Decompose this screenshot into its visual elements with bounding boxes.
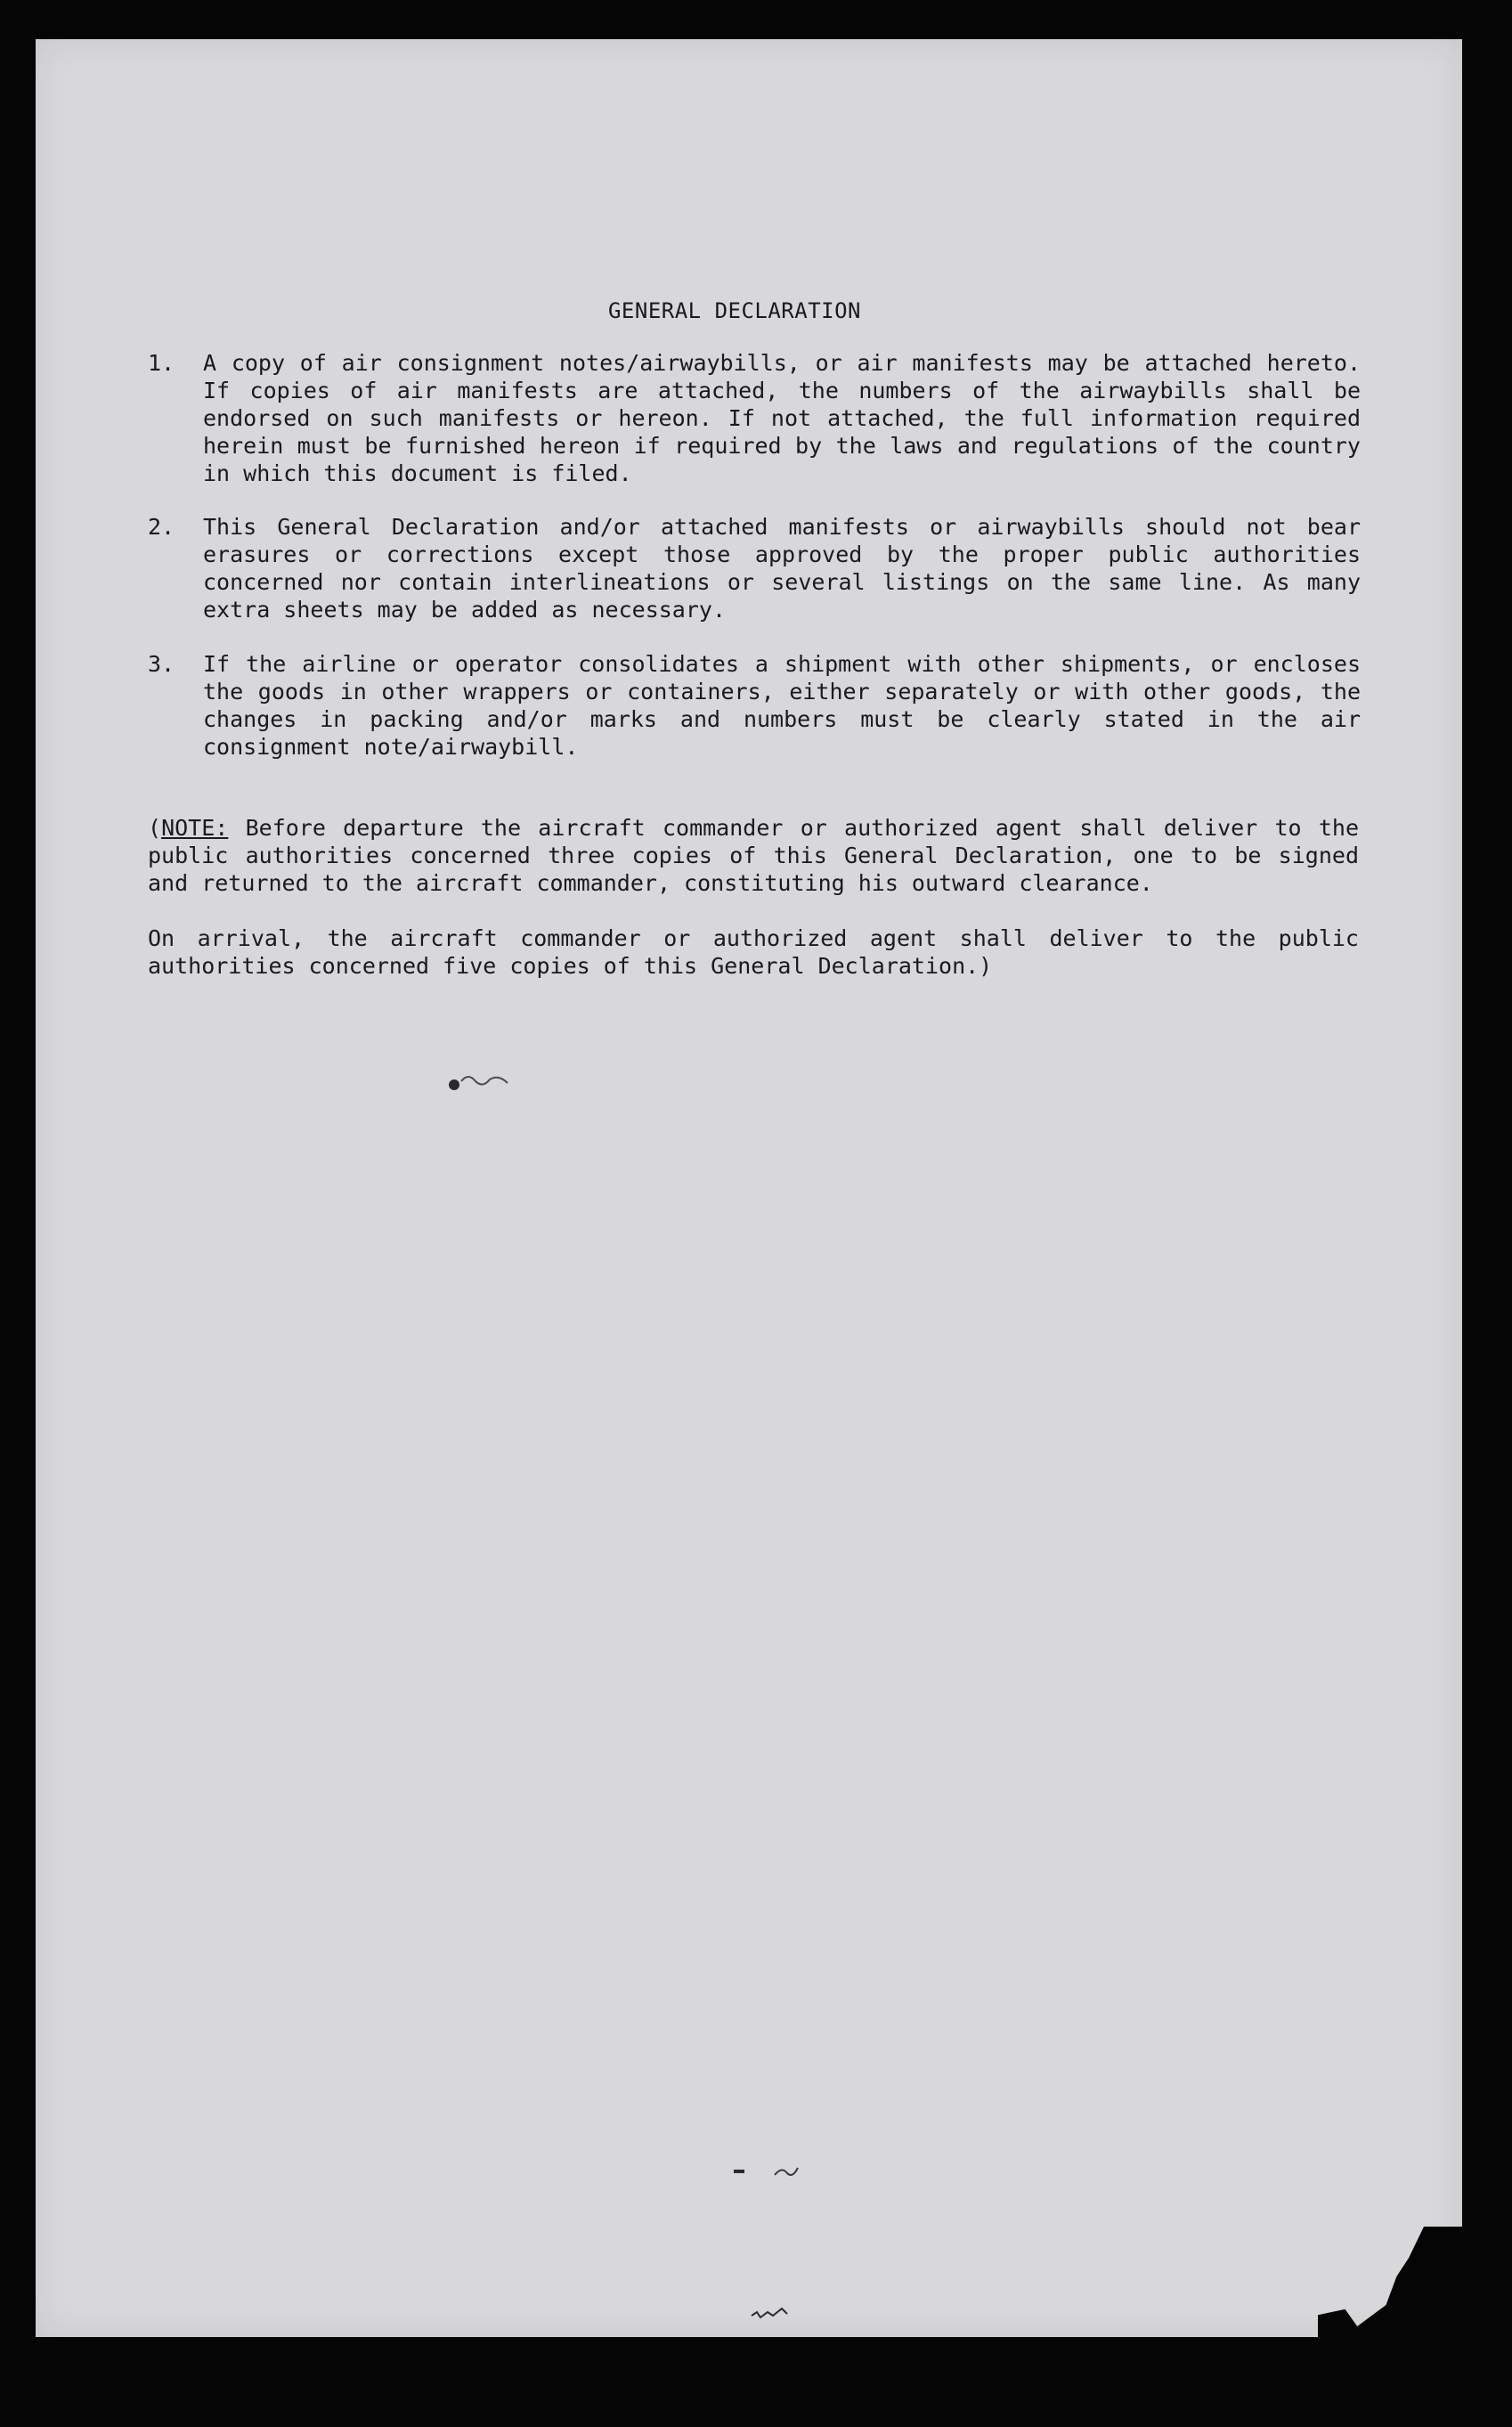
arrival-note: On arrival, the aircraft commander or authorized agent shall deliver to the public authorities concerned five copies of this General Declaration.): [148, 925, 1359, 979]
document-title: GENERAL DECLARATION: [607, 298, 862, 323]
note-open-paren: (: [148, 815, 162, 841]
item-text: This General Declaration and/or attached manifests or airwaybills should not bear erasures or corrections except those approved by the proper public authorities concerned nor contain interlineations or several listings on the same line. As many extra sheets may be added as necessary.: [203, 514, 1361, 623]
ink-speck-mark: [730, 2159, 819, 2186]
note-text: Before departure the aircraft commander or authorized agent shall deliver to the public authorities concerned three copies of this General Declaration, one to be signed and returned to the aircraft commander, constituting his outward clearance.: [148, 815, 1359, 896]
note-label: NOTE:: [161, 815, 229, 841]
item-text: A copy of air consignment notes/airwaybills, or air manifests may be attached hereto. If copies of air manifests are attached, the numbers of the airwaybills shall be endorsed on such manifests or hereon. If not attached, the full information required herein must be furnished hereon if required by the laws and regulations of the country in which this document is filed.: [203, 350, 1361, 486]
item-text: If the airline or operator consolidates a shipment with other shipments, or encloses the goods in other wrappers or containers, either separately or with other goods, the changes in packing and/or marks and numbers must be clearly stated in the air consignment note/airwaybill.: [203, 651, 1361, 760]
departure-note: [148, 814, 1359, 897]
ink-smudge-mark: [445, 1063, 570, 1099]
document-body: [36, 39, 1462, 2337]
ink-speck-mark: [748, 2301, 855, 2328]
item-number: 3.: [148, 651, 175, 677]
item-number: 2.: [148, 514, 175, 540]
item-number: 1.: [148, 350, 175, 376]
